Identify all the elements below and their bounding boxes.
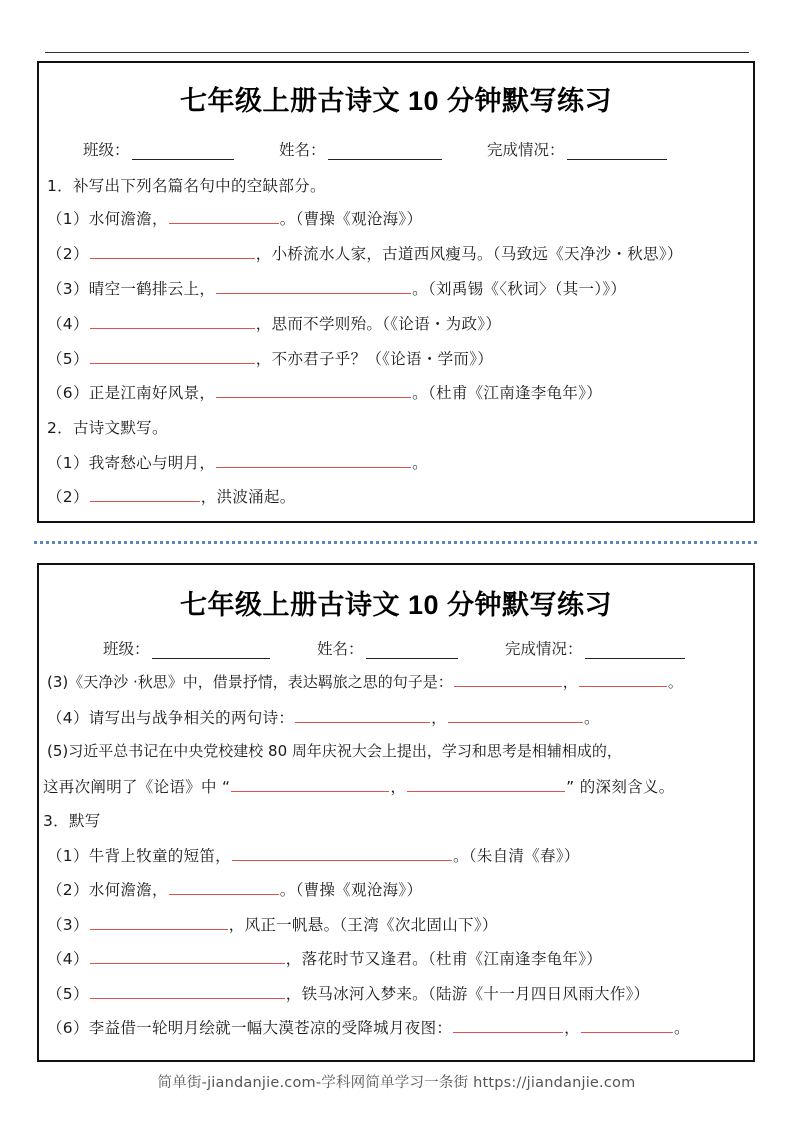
worksheet-title: 七年级上册古诗文 10 分钟默写练习 xyxy=(179,590,613,620)
question-item: （2） ，小桥流水人家，古道西风瘦马。（马致远《天净沙・秋思》） xyxy=(47,245,683,263)
status-label: 完成情况： xyxy=(505,640,583,658)
answer-blank[interactable] xyxy=(169,880,279,895)
answer-blank[interactable] xyxy=(90,244,255,259)
class-input[interactable] xyxy=(152,642,270,659)
question-item: （2）水何澹澹， 。（曹操《观沧海》） xyxy=(47,881,423,899)
name-field xyxy=(279,138,442,160)
question-item: （6）李益借一轮明月绘就一幅大漠苍凉的受降城月夜图： ， 。 xyxy=(47,1019,690,1037)
question-1-heading: 1．补写出下列名篇名句中的空缺部分。 xyxy=(47,177,326,195)
class-input[interactable] xyxy=(132,143,234,160)
answer-blank[interactable] xyxy=(90,949,285,964)
class-label: 班级： xyxy=(83,141,130,159)
name-field xyxy=(317,637,458,659)
answer-blank[interactable] xyxy=(454,672,562,687)
answer-blank[interactable] xyxy=(579,672,667,687)
question-item: （1）牛背上牧童的短笛， 。（朱自清《春》） xyxy=(47,847,580,865)
answer-blank[interactable] xyxy=(232,846,452,861)
question-item-continuation: 这再次阐明了《论语》中 “ ， ” 的深刻含义。 xyxy=(43,778,675,796)
name-input[interactable] xyxy=(328,143,442,160)
status-field xyxy=(487,138,667,160)
class-field xyxy=(83,138,234,160)
question-item: (5)习近平总书记在中央党校建校 80 周年庆祝大会上提出，学习和思考是相辅相成的， xyxy=(47,742,622,760)
answer-blank[interactable] xyxy=(90,984,285,999)
answer-blank[interactable] xyxy=(295,708,430,723)
answer-blank[interactable] xyxy=(216,383,411,398)
answer-blank[interactable] xyxy=(581,1018,673,1033)
question-item: （2） ，洪波涌起。 xyxy=(47,488,296,506)
status-input[interactable] xyxy=(567,143,667,160)
answer-blank[interactable] xyxy=(407,777,565,792)
question-2-heading: 2．古诗文默写。 xyxy=(47,419,168,437)
worksheet-card-1 xyxy=(37,61,755,523)
question-item: （4） ，落花时节又逢君。（杜甫《江南逢李龟年》） xyxy=(47,950,603,968)
footer-watermark: 简单街-jiandanjie.com-学科网简单学习一条街 https://jiandanjie.com xyxy=(157,1075,636,1091)
answer-blank[interactable] xyxy=(90,487,200,502)
status-label: 完成情况： xyxy=(487,141,565,159)
question-item: （4）请写出与战争相关的两句诗： ， 。 xyxy=(47,709,600,727)
top-rule xyxy=(45,52,749,53)
answer-blank[interactable] xyxy=(216,279,411,294)
question-item: (3)《天净沙 ·秋思》中，借景抒情，表达羁旅之思的句子是： ， 。 xyxy=(47,673,683,691)
answer-blank[interactable] xyxy=(453,1018,563,1033)
question-item: （5） ，不亦君子乎？（《论语・学而》） xyxy=(47,350,494,368)
answer-blank[interactable] xyxy=(169,209,279,224)
answer-blank[interactable] xyxy=(90,314,255,329)
name-input[interactable] xyxy=(366,642,458,659)
worksheet-title: 七年级上册古诗文 10 分钟默写练习 xyxy=(179,86,613,116)
question-3-heading: 3．默写 xyxy=(43,812,101,830)
question-item: （6）正是江南好风景， 。（杜甫《江南逢李龟年》） xyxy=(47,384,603,402)
question-item: （1）水何澹澹， 。（曹操《观沧海》） xyxy=(47,210,423,228)
name-label: 姓名： xyxy=(279,141,326,159)
answer-blank[interactable] xyxy=(448,708,583,723)
status-input[interactable] xyxy=(585,642,685,659)
answer-blank[interactable] xyxy=(231,777,389,792)
question-item: （3） ，风正一帆悬。（王湾《次北固山下》） xyxy=(47,916,498,934)
answer-blank[interactable] xyxy=(90,349,255,364)
cut-line-divider xyxy=(34,541,757,544)
worksheet-card-2 xyxy=(37,563,755,1062)
question-item: （3）晴空一鹤排云上， 。（刘禹锡《〈秋词〉（其一）》） xyxy=(47,280,627,298)
question-item: （5） ，铁马冰河入梦来。（陆游《十一月四日风雨大作》） xyxy=(47,985,650,1003)
answer-blank[interactable] xyxy=(216,453,411,468)
status-field xyxy=(505,637,685,659)
class-label: 班级： xyxy=(103,640,150,658)
name-label: 姓名： xyxy=(317,640,364,658)
question-item: （1）我寄愁心与明月， 。 xyxy=(47,454,428,472)
class-field xyxy=(103,637,270,659)
question-item: （4） ，思而不学则殆。（《论语・为政》） xyxy=(47,315,502,333)
answer-blank[interactable] xyxy=(90,915,228,930)
